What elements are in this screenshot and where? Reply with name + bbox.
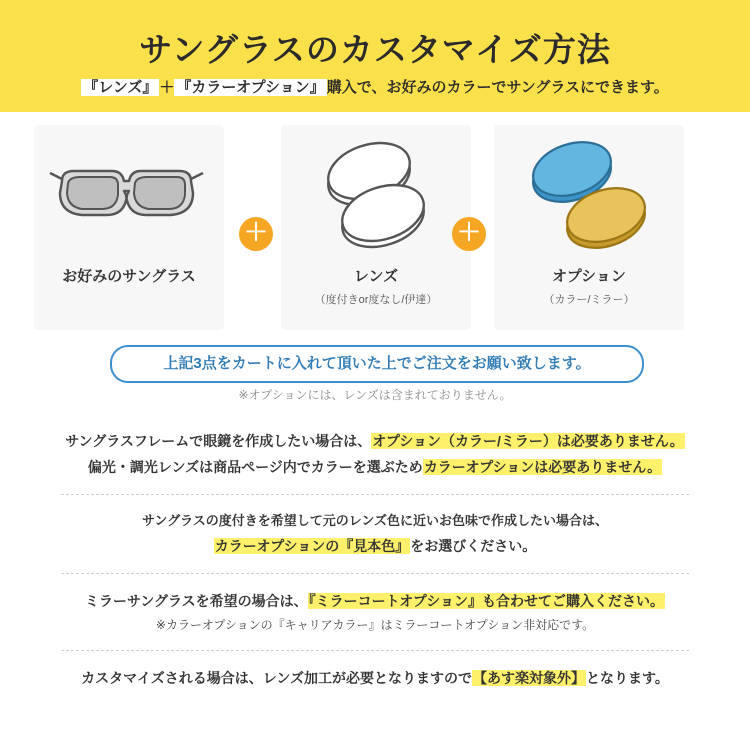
sunglasses-icon	[34, 125, 224, 265]
note-line	[0, 588, 750, 614]
divider	[61, 494, 689, 495]
note-subline: ※カラーオプションの『キャリアカラー』はミラーコートオプション非対応です。	[155, 618, 595, 632]
note-line	[0, 509, 750, 533]
color-options-icon	[494, 125, 684, 265]
note-text-marked: 『ミラーコートオプション』も合わせてご購入ください。	[308, 593, 664, 609]
note-text: サングラスフレームで眼鏡を作成したい場合は、	[65, 433, 372, 449]
card-lenses	[281, 125, 471, 330]
note-block-3	[0, 588, 750, 636]
plus-icon-2: ＋	[452, 217, 486, 251]
card-options	[494, 125, 684, 330]
hero-sub-part-2: ＋	[159, 79, 175, 96]
note-text: をお選びください。	[410, 538, 537, 554]
page-title: サングラスのカスタマイズ方法	[139, 31, 611, 68]
note-text: ミラーサングラスを希望の場合は、	[85, 593, 308, 609]
hero-band	[0, 0, 750, 112]
hero-sub-part-1: 『レンズ』	[83, 79, 158, 96]
note-text-marked: カラーオプションの『見本色』	[214, 538, 410, 554]
note-text-marked: オプション（カラー/ミラー）は必要ありません。	[372, 433, 684, 449]
divider	[61, 650, 689, 651]
note-text: となります。	[585, 670, 669, 686]
card-label: お好みのサングラス	[62, 268, 196, 285]
lenses-icon	[281, 125, 471, 265]
cart-instruction-pill: 上記3点をカートに入れて頂いた上でご注文をお願い致します。	[110, 345, 644, 383]
hero-sub-part-3: 『カラーオプション』	[176, 79, 325, 96]
note-line	[0, 533, 750, 559]
note-text: 偏光・調光レンズは商品ページ内でカラーを選ぶため	[87, 459, 423, 475]
card-sublabel: （度付きor度なし/伊達）	[314, 294, 438, 306]
card-label: レンズ	[353, 268, 399, 285]
note-line	[0, 454, 750, 480]
note-text-marked: カラーオプションは必要ありません。	[423, 459, 662, 475]
card-label: オプション	[552, 268, 626, 285]
card-sunglasses	[34, 125, 224, 330]
note-line	[0, 665, 750, 691]
note-line	[0, 428, 750, 454]
plus-icon-1: ＋	[239, 217, 273, 251]
notes-section	[0, 418, 750, 701]
note-block-2	[0, 509, 750, 559]
note-text: カスタマイズされる場合は、レンズ加工が必要となりますので	[81, 670, 472, 686]
hero-sub-part-4: 購入で、お好みのカラーでサングラスにできます。	[326, 79, 669, 96]
note-block-1	[0, 428, 750, 480]
card-sublabel: （カラー/ミラー）	[543, 294, 635, 306]
note-block-4	[0, 665, 750, 691]
option-note: ※オプションには、レンズは含まれておりません。	[238, 388, 512, 402]
product-cards	[34, 125, 718, 330]
note-text: サングラスの度付きを希望して元のレンズ色に近いお色味で作成したい場合は、	[142, 513, 608, 528]
hero-subtitle	[0, 76, 750, 97]
note-text-marked: 【あす楽対象外】	[472, 670, 585, 686]
divider	[61, 573, 689, 574]
